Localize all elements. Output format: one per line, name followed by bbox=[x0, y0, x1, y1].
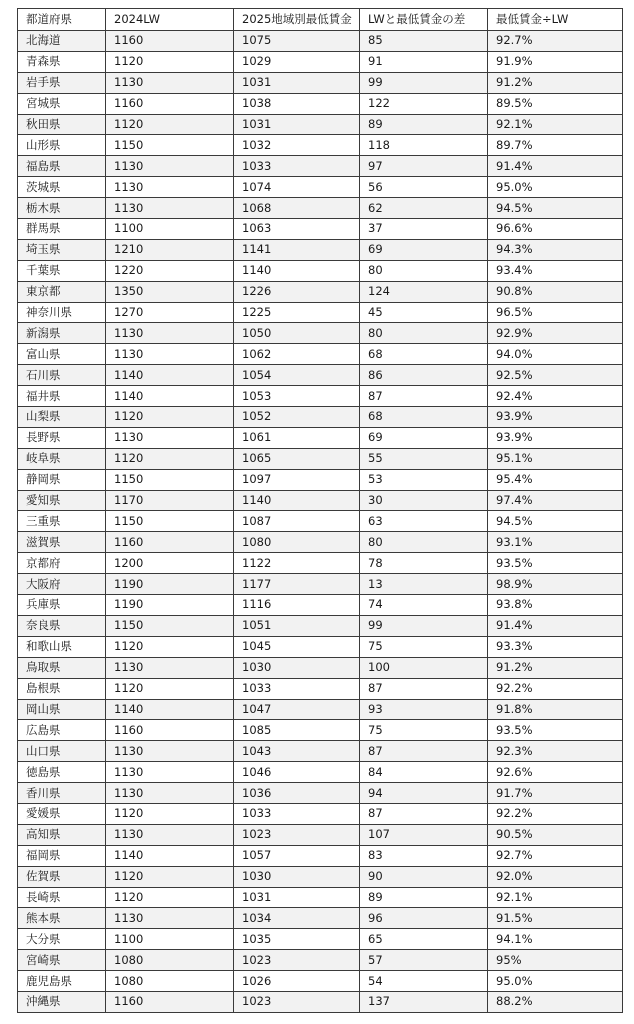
ratio-cell: 92.1% bbox=[488, 114, 623, 135]
table-row bbox=[18, 783, 623, 804]
ratio-cell: 93.5% bbox=[488, 553, 623, 574]
ratio-cell: 92.6% bbox=[488, 762, 623, 783]
difference-cell: 107 bbox=[360, 824, 488, 845]
difference-cell: 87 bbox=[360, 803, 488, 824]
ratio-cell: 91.7% bbox=[488, 783, 623, 804]
difference-cell: 55 bbox=[360, 448, 488, 469]
ratio-cell: 91.2% bbox=[488, 657, 623, 678]
prefecture-cell: 北海道 bbox=[18, 31, 106, 52]
lw-2024-cell: 1120 bbox=[106, 407, 234, 428]
min-wage-2025-cell: 1068 bbox=[234, 198, 360, 219]
difference-cell: 87 bbox=[360, 741, 488, 762]
table-row bbox=[18, 532, 623, 553]
min-wage-2025-cell: 1051 bbox=[234, 615, 360, 636]
difference-cell: 137 bbox=[360, 991, 488, 1012]
difference-cell: 93 bbox=[360, 699, 488, 720]
ratio-cell: 93.9% bbox=[488, 407, 623, 428]
table-row bbox=[18, 845, 623, 866]
prefecture-cell: 青森県 bbox=[18, 51, 106, 72]
ratio-cell: 90.8% bbox=[488, 281, 623, 302]
prefecture-cell: 福井県 bbox=[18, 386, 106, 407]
prefecture-cell: 愛知県 bbox=[18, 490, 106, 511]
prefecture-cell: 鳥取県 bbox=[18, 657, 106, 678]
ratio-cell: 90.5% bbox=[488, 824, 623, 845]
ratio-cell: 91.4% bbox=[488, 615, 623, 636]
ratio-cell: 92.1% bbox=[488, 887, 623, 908]
prefecture-cell: 岡山県 bbox=[18, 699, 106, 720]
table-row bbox=[18, 302, 623, 323]
min-wage-2025-cell: 1116 bbox=[234, 595, 360, 616]
table-row bbox=[18, 991, 623, 1012]
difference-cell: 118 bbox=[360, 135, 488, 156]
lw-2024-cell: 1130 bbox=[106, 323, 234, 344]
prefecture-cell: 山口県 bbox=[18, 741, 106, 762]
ratio-cell: 92.7% bbox=[488, 31, 623, 52]
lw-2024-cell: 1120 bbox=[106, 448, 234, 469]
min-wage-2025-cell: 1177 bbox=[234, 574, 360, 595]
table-row bbox=[18, 699, 623, 720]
ratio-cell: 94.5% bbox=[488, 198, 623, 219]
prefecture-cell: 静岡県 bbox=[18, 469, 106, 490]
min-wage-2025-cell: 1141 bbox=[234, 239, 360, 260]
ratio-cell: 97.4% bbox=[488, 490, 623, 511]
prefecture-cell: 佐賀県 bbox=[18, 866, 106, 887]
lw-2024-cell: 1120 bbox=[106, 678, 234, 699]
table-row bbox=[18, 803, 623, 824]
min-wage-2025-cell: 1035 bbox=[234, 929, 360, 950]
min-wage-2025-cell: 1065 bbox=[234, 448, 360, 469]
prefecture-cell: 大阪府 bbox=[18, 574, 106, 595]
header-ratio: 最低賃金÷LW bbox=[488, 9, 623, 31]
min-wage-2025-cell: 1074 bbox=[234, 177, 360, 198]
table-header bbox=[18, 9, 623, 31]
prefecture-cell: 富山県 bbox=[18, 344, 106, 365]
difference-cell: 87 bbox=[360, 386, 488, 407]
min-wage-2025-cell: 1023 bbox=[234, 950, 360, 971]
difference-cell: 85 bbox=[360, 31, 488, 52]
ratio-cell: 93.9% bbox=[488, 427, 623, 448]
difference-cell: 65 bbox=[360, 929, 488, 950]
min-wage-2025-cell: 1031 bbox=[234, 887, 360, 908]
table-row bbox=[18, 490, 623, 511]
min-wage-2025-cell: 1038 bbox=[234, 93, 360, 114]
min-wage-2025-cell: 1053 bbox=[234, 386, 360, 407]
prefecture-cell: 香川県 bbox=[18, 783, 106, 804]
min-wage-2025-cell: 1052 bbox=[234, 407, 360, 428]
lw-2024-cell: 1220 bbox=[106, 260, 234, 281]
prefecture-cell: 和歌山県 bbox=[18, 636, 106, 657]
lw-2024-cell: 1170 bbox=[106, 490, 234, 511]
table-row bbox=[18, 511, 623, 532]
difference-cell: 84 bbox=[360, 762, 488, 783]
lw-2024-cell: 1120 bbox=[106, 866, 234, 887]
difference-cell: 74 bbox=[360, 595, 488, 616]
ratio-cell: 96.6% bbox=[488, 219, 623, 240]
lw-2024-cell: 1120 bbox=[106, 803, 234, 824]
table-row bbox=[18, 678, 623, 699]
min-wage-2025-cell: 1030 bbox=[234, 866, 360, 887]
min-wage-2025-cell: 1031 bbox=[234, 114, 360, 135]
table-row bbox=[18, 344, 623, 365]
prefecture-cell: 長崎県 bbox=[18, 887, 106, 908]
ratio-cell: 91.2% bbox=[488, 72, 623, 93]
lw-2024-cell: 1130 bbox=[106, 344, 234, 365]
difference-cell: 75 bbox=[360, 720, 488, 741]
lw-2024-cell: 1100 bbox=[106, 219, 234, 240]
difference-cell: 54 bbox=[360, 971, 488, 992]
ratio-cell: 95.0% bbox=[488, 177, 623, 198]
table-row bbox=[18, 365, 623, 386]
difference-cell: 89 bbox=[360, 114, 488, 135]
prefecture-cell: 島根県 bbox=[18, 678, 106, 699]
lw-2024-cell: 1160 bbox=[106, 991, 234, 1012]
prefecture-cell: 京都府 bbox=[18, 553, 106, 574]
lw-2024-cell: 1130 bbox=[106, 156, 234, 177]
difference-cell: 80 bbox=[360, 323, 488, 344]
difference-cell: 124 bbox=[360, 281, 488, 302]
lw-2024-cell: 1130 bbox=[106, 198, 234, 219]
table-row bbox=[18, 114, 623, 135]
prefecture-cell: 沖縄県 bbox=[18, 991, 106, 1012]
table-row bbox=[18, 51, 623, 72]
header-2025-minimum-wage: 2025地域別最低賃金 bbox=[234, 9, 360, 31]
table-row bbox=[18, 219, 623, 240]
min-wage-2025-cell: 1047 bbox=[234, 699, 360, 720]
prefecture-cell: 山形県 bbox=[18, 135, 106, 156]
difference-cell: 56 bbox=[360, 177, 488, 198]
lw-2024-cell: 1130 bbox=[106, 783, 234, 804]
table-row bbox=[18, 31, 623, 52]
difference-cell: 69 bbox=[360, 239, 488, 260]
ratio-cell: 93.3% bbox=[488, 636, 623, 657]
min-wage-2025-cell: 1097 bbox=[234, 469, 360, 490]
lw-2024-cell: 1140 bbox=[106, 386, 234, 407]
min-wage-2025-cell: 1029 bbox=[234, 51, 360, 72]
table-row bbox=[18, 929, 623, 950]
ratio-cell: 92.2% bbox=[488, 678, 623, 699]
lw-2024-cell: 1210 bbox=[106, 239, 234, 260]
min-wage-2025-cell: 1026 bbox=[234, 971, 360, 992]
prefecture-cell: 神奈川県 bbox=[18, 302, 106, 323]
difference-cell: 45 bbox=[360, 302, 488, 323]
table-body bbox=[18, 31, 623, 1013]
table-row bbox=[18, 323, 623, 344]
table-row bbox=[18, 741, 623, 762]
prefecture-cell: 秋田県 bbox=[18, 114, 106, 135]
prefecture-cell: 熊本県 bbox=[18, 908, 106, 929]
min-wage-2025-cell: 1122 bbox=[234, 553, 360, 574]
ratio-cell: 91.9% bbox=[488, 51, 623, 72]
min-wage-2025-cell: 1043 bbox=[234, 741, 360, 762]
lw-2024-cell: 1130 bbox=[106, 908, 234, 929]
min-wage-2025-cell: 1225 bbox=[234, 302, 360, 323]
min-wage-2025-cell: 1036 bbox=[234, 783, 360, 804]
data-table-container bbox=[17, 8, 622, 1013]
lw-2024-cell: 1150 bbox=[106, 511, 234, 532]
ratio-cell: 88.2% bbox=[488, 991, 623, 1012]
lw-2024-cell: 1130 bbox=[106, 657, 234, 678]
ratio-cell: 89.5% bbox=[488, 93, 623, 114]
prefecture-cell: 長野県 bbox=[18, 427, 106, 448]
min-wage-2025-cell: 1023 bbox=[234, 991, 360, 1012]
difference-cell: 87 bbox=[360, 678, 488, 699]
min-wage-2025-cell: 1033 bbox=[234, 803, 360, 824]
table-row bbox=[18, 156, 623, 177]
prefecture-cell: 大分県 bbox=[18, 929, 106, 950]
min-wage-2025-cell: 1062 bbox=[234, 344, 360, 365]
lw-2024-cell: 1130 bbox=[106, 72, 234, 93]
difference-cell: 83 bbox=[360, 845, 488, 866]
difference-cell: 69 bbox=[360, 427, 488, 448]
table-row bbox=[18, 824, 623, 845]
prefecture-cell: 兵庫県 bbox=[18, 595, 106, 616]
table-row bbox=[18, 427, 623, 448]
table-row bbox=[18, 281, 623, 302]
min-wage-2025-cell: 1057 bbox=[234, 845, 360, 866]
prefecture-cell: 福島県 bbox=[18, 156, 106, 177]
difference-cell: 13 bbox=[360, 574, 488, 595]
table-row bbox=[18, 887, 623, 908]
ratio-cell: 95% bbox=[488, 950, 623, 971]
lw-2024-cell: 1270 bbox=[106, 302, 234, 323]
prefecture-cell: 群馬県 bbox=[18, 219, 106, 240]
min-wage-2025-cell: 1054 bbox=[234, 365, 360, 386]
min-wage-2025-cell: 1034 bbox=[234, 908, 360, 929]
difference-cell: 57 bbox=[360, 950, 488, 971]
difference-cell: 99 bbox=[360, 615, 488, 636]
lw-2024-cell: 1130 bbox=[106, 762, 234, 783]
lw-2024-cell: 1130 bbox=[106, 177, 234, 198]
lw-2024-cell: 1080 bbox=[106, 971, 234, 992]
prefecture-cell: 東京都 bbox=[18, 281, 106, 302]
prefecture-cell: 三重県 bbox=[18, 511, 106, 532]
lw-2024-cell: 1130 bbox=[106, 824, 234, 845]
prefecture-cell: 石川県 bbox=[18, 365, 106, 386]
lw-2024-cell: 1160 bbox=[106, 93, 234, 114]
lw-2024-cell: 1150 bbox=[106, 469, 234, 490]
difference-cell: 94 bbox=[360, 783, 488, 804]
min-wage-2025-cell: 1032 bbox=[234, 135, 360, 156]
lw-2024-cell: 1100 bbox=[106, 929, 234, 950]
table-row bbox=[18, 720, 623, 741]
ratio-cell: 94.3% bbox=[488, 239, 623, 260]
difference-cell: 99 bbox=[360, 72, 488, 93]
min-wage-2025-cell: 1050 bbox=[234, 323, 360, 344]
difference-cell: 63 bbox=[360, 511, 488, 532]
prefecture-cell: 茨城県 bbox=[18, 177, 106, 198]
prefecture-cell: 埼玉県 bbox=[18, 239, 106, 260]
prefecture-cell: 岐阜県 bbox=[18, 448, 106, 469]
table-row bbox=[18, 950, 623, 971]
lw-2024-cell: 1120 bbox=[106, 114, 234, 135]
difference-cell: 53 bbox=[360, 469, 488, 490]
difference-cell: 37 bbox=[360, 219, 488, 240]
difference-cell: 30 bbox=[360, 490, 488, 511]
prefecture-cell: 高知県 bbox=[18, 824, 106, 845]
ratio-cell: 91.8% bbox=[488, 699, 623, 720]
difference-cell: 68 bbox=[360, 344, 488, 365]
min-wage-2025-cell: 1023 bbox=[234, 824, 360, 845]
min-wage-2025-cell: 1033 bbox=[234, 156, 360, 177]
table-row bbox=[18, 553, 623, 574]
difference-cell: 80 bbox=[360, 260, 488, 281]
min-wage-2025-cell: 1045 bbox=[234, 636, 360, 657]
prefecture-cell: 宮城県 bbox=[18, 93, 106, 114]
ratio-cell: 98.9% bbox=[488, 574, 623, 595]
prefecture-cell: 宮崎県 bbox=[18, 950, 106, 971]
min-wage-2025-cell: 1031 bbox=[234, 72, 360, 93]
ratio-cell: 96.5% bbox=[488, 302, 623, 323]
table-row bbox=[18, 386, 623, 407]
header-2024lw: 2024LW bbox=[106, 9, 234, 31]
min-wage-2025-cell: 1063 bbox=[234, 219, 360, 240]
prefecture-cell: 福岡県 bbox=[18, 845, 106, 866]
prefecture-cell: 徳島県 bbox=[18, 762, 106, 783]
lw-2024-cell: 1130 bbox=[106, 741, 234, 762]
table-row bbox=[18, 72, 623, 93]
lw-2024-cell: 1120 bbox=[106, 51, 234, 72]
ratio-cell: 92.3% bbox=[488, 741, 623, 762]
lw-2024-cell: 1130 bbox=[106, 427, 234, 448]
difference-cell: 86 bbox=[360, 365, 488, 386]
difference-cell: 96 bbox=[360, 908, 488, 929]
table-row bbox=[18, 260, 623, 281]
ratio-cell: 91.5% bbox=[488, 908, 623, 929]
minimum-wage-table bbox=[17, 8, 623, 1013]
prefecture-cell: 栃木県 bbox=[18, 198, 106, 219]
difference-cell: 91 bbox=[360, 51, 488, 72]
prefecture-cell: 奈良県 bbox=[18, 615, 106, 636]
table-row bbox=[18, 866, 623, 887]
lw-2024-cell: 1150 bbox=[106, 135, 234, 156]
lw-2024-cell: 1160 bbox=[106, 31, 234, 52]
ratio-cell: 92.9% bbox=[488, 323, 623, 344]
min-wage-2025-cell: 1061 bbox=[234, 427, 360, 448]
min-wage-2025-cell: 1140 bbox=[234, 490, 360, 511]
table-row bbox=[18, 574, 623, 595]
lw-2024-cell: 1190 bbox=[106, 595, 234, 616]
ratio-cell: 95.4% bbox=[488, 469, 623, 490]
min-wage-2025-cell: 1075 bbox=[234, 31, 360, 52]
table-row bbox=[18, 407, 623, 428]
ratio-cell: 92.0% bbox=[488, 866, 623, 887]
ratio-cell: 95.0% bbox=[488, 971, 623, 992]
lw-2024-cell: 1140 bbox=[106, 365, 234, 386]
lw-2024-cell: 1160 bbox=[106, 532, 234, 553]
difference-cell: 90 bbox=[360, 866, 488, 887]
lw-2024-cell: 1160 bbox=[106, 720, 234, 741]
header-prefecture: 都道府県 bbox=[18, 9, 106, 31]
difference-cell: 100 bbox=[360, 657, 488, 678]
difference-cell: 75 bbox=[360, 636, 488, 657]
table-row bbox=[18, 595, 623, 616]
table-row bbox=[18, 198, 623, 219]
difference-cell: 122 bbox=[360, 93, 488, 114]
lw-2024-cell: 1150 bbox=[106, 615, 234, 636]
prefecture-cell: 岩手県 bbox=[18, 72, 106, 93]
prefecture-cell: 新潟県 bbox=[18, 323, 106, 344]
ratio-cell: 94.1% bbox=[488, 929, 623, 950]
min-wage-2025-cell: 1033 bbox=[234, 678, 360, 699]
table-row bbox=[18, 448, 623, 469]
min-wage-2025-cell: 1080 bbox=[234, 532, 360, 553]
table-row bbox=[18, 469, 623, 490]
table-row bbox=[18, 177, 623, 198]
lw-2024-cell: 1200 bbox=[106, 553, 234, 574]
ratio-cell: 95.1% bbox=[488, 448, 623, 469]
ratio-cell: 92.5% bbox=[488, 365, 623, 386]
difference-cell: 78 bbox=[360, 553, 488, 574]
table-row bbox=[18, 239, 623, 260]
ratio-cell: 92.4% bbox=[488, 386, 623, 407]
table-row bbox=[18, 615, 623, 636]
ratio-cell: 89.7% bbox=[488, 135, 623, 156]
lw-2024-cell: 1350 bbox=[106, 281, 234, 302]
difference-cell: 80 bbox=[360, 532, 488, 553]
lw-2024-cell: 1140 bbox=[106, 699, 234, 720]
table-row bbox=[18, 657, 623, 678]
table-row bbox=[18, 636, 623, 657]
ratio-cell: 93.1% bbox=[488, 532, 623, 553]
prefecture-cell: 鹿児島県 bbox=[18, 971, 106, 992]
ratio-cell: 93.5% bbox=[488, 720, 623, 741]
difference-cell: 68 bbox=[360, 407, 488, 428]
table-row bbox=[18, 135, 623, 156]
ratio-cell: 91.4% bbox=[488, 156, 623, 177]
table-row bbox=[18, 908, 623, 929]
lw-2024-cell: 1120 bbox=[106, 887, 234, 908]
ratio-cell: 94.5% bbox=[488, 511, 623, 532]
prefecture-cell: 愛媛県 bbox=[18, 803, 106, 824]
difference-cell: 97 bbox=[360, 156, 488, 177]
prefecture-cell: 広島県 bbox=[18, 720, 106, 741]
header-row bbox=[18, 9, 623, 31]
difference-cell: 89 bbox=[360, 887, 488, 908]
lw-2024-cell: 1080 bbox=[106, 950, 234, 971]
ratio-cell: 94.0% bbox=[488, 344, 623, 365]
prefecture-cell: 滋賀県 bbox=[18, 532, 106, 553]
ratio-cell: 93.8% bbox=[488, 595, 623, 616]
min-wage-2025-cell: 1046 bbox=[234, 762, 360, 783]
min-wage-2025-cell: 1140 bbox=[234, 260, 360, 281]
lw-2024-cell: 1140 bbox=[106, 845, 234, 866]
lw-2024-cell: 1190 bbox=[106, 574, 234, 595]
min-wage-2025-cell: 1226 bbox=[234, 281, 360, 302]
ratio-cell: 93.4% bbox=[488, 260, 623, 281]
ratio-cell: 92.2% bbox=[488, 803, 623, 824]
table-row bbox=[18, 762, 623, 783]
header-difference: LWと最低賃金の差 bbox=[360, 9, 488, 31]
table-row bbox=[18, 93, 623, 114]
min-wage-2025-cell: 1030 bbox=[234, 657, 360, 678]
min-wage-2025-cell: 1085 bbox=[234, 720, 360, 741]
difference-cell: 62 bbox=[360, 198, 488, 219]
lw-2024-cell: 1120 bbox=[106, 636, 234, 657]
min-wage-2025-cell: 1087 bbox=[234, 511, 360, 532]
table-row bbox=[18, 971, 623, 992]
prefecture-cell: 山梨県 bbox=[18, 407, 106, 428]
ratio-cell: 92.7% bbox=[488, 845, 623, 866]
prefecture-cell: 千葉県 bbox=[18, 260, 106, 281]
